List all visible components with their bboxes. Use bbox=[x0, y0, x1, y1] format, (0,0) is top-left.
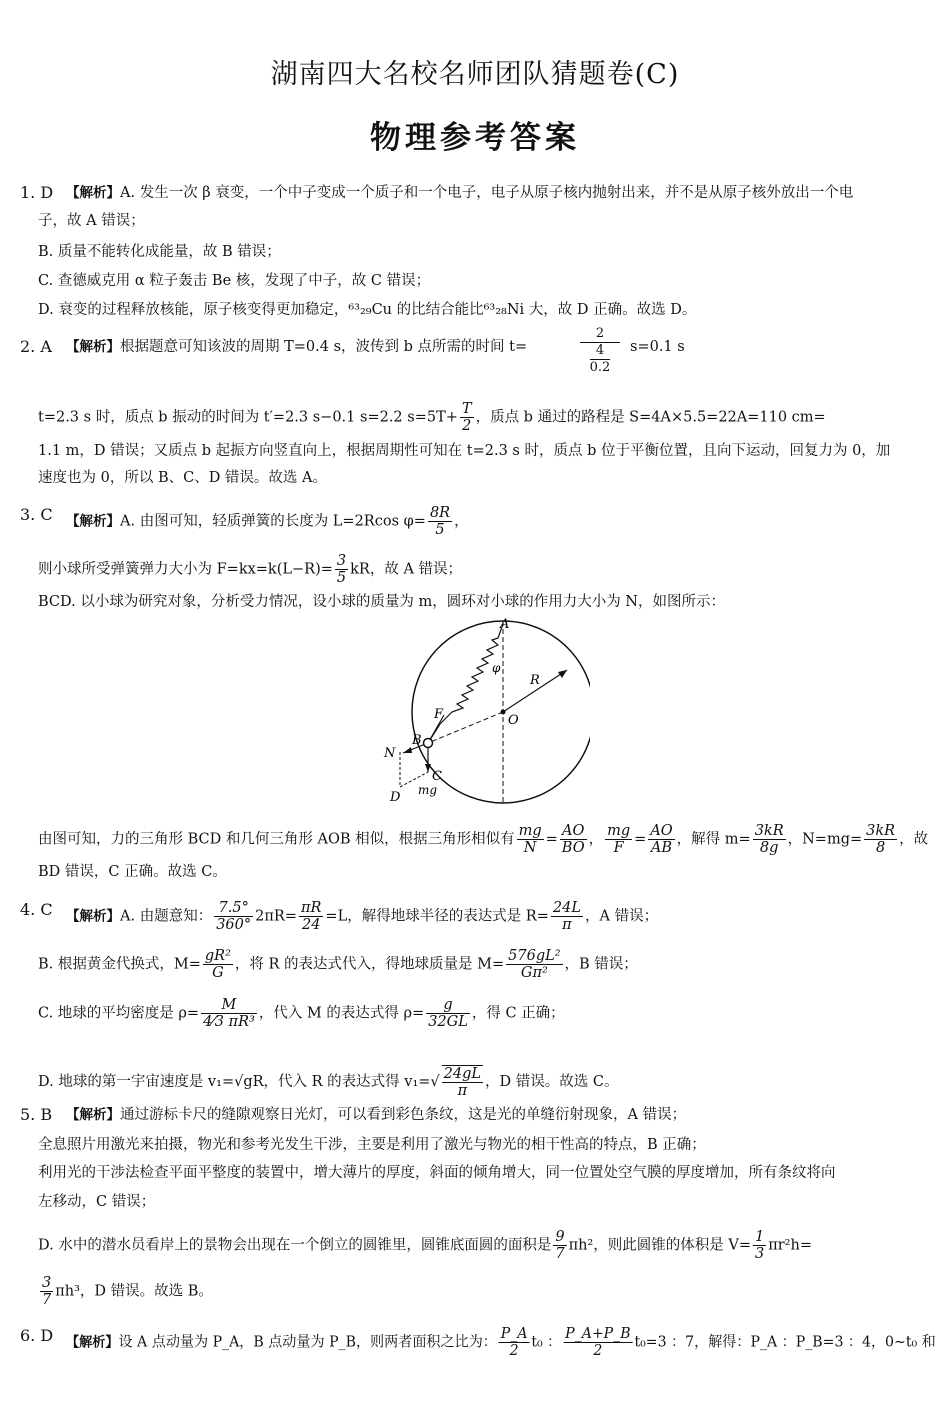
label-mg: mg bbox=[418, 783, 438, 797]
fraction: $\frac{mg}{F}$ bbox=[607, 823, 631, 856]
text-line: B. 根据黄金代换式，M= $\frac{\text{gR²}}{G}$ ，将 R 的表达式代入，得地球质量是 M= $\frac{\text{576gL²}}{\text{Gπ²}}$ ，B 错误； bbox=[38, 948, 638, 981]
fraction: $\frac{\pi R}{24}$ bbox=[300, 900, 322, 933]
text-line: 由图可知，力的三角形 BCD 和几何三角形 AOB 相似，根据三角形相似有 $\frac{mg}{N}$ = $\frac{AO}{BO}$ ， $\frac{mg}{F}$ = $\frac{AO}{AB}$ ，解得 m= $\frac{3kR}{8g}$ ，N=mg= $\frac{3kR}{8}$ ，故 bbox=[38, 823, 929, 856]
label-c: C bbox=[432, 769, 442, 784]
fraction: $\frac{8R}{5}$ bbox=[429, 505, 451, 538]
force-diagram bbox=[370, 612, 590, 812]
text-line: 利用光的干涉法检查平面平整度的装置中，增大薄片的厚度，斜面的倾角增大，同一位置处空气膜的厚度增加，所有条纹将向 bbox=[38, 1165, 836, 1181]
ball bbox=[424, 739, 433, 748]
center-dot bbox=[501, 710, 506, 715]
text-line: BD 错误，C 正确。故选 C。 bbox=[38, 864, 227, 880]
text-line: D. 地球的第一宇宙速度是 v₁=√gR，代入 R 的表达式得 v₁=√ $\frac{24gL}{\pi}$ ，D 错误。故选 C。 bbox=[38, 1066, 619, 1099]
text-line: 1.1 m，D 错误；又质点 b 起振方向竖直向上，根据周期性可知在 t=2.3 s 时，质点 b 位于平衡位置，且向下运动，回复力为 0，加 bbox=[38, 443, 891, 459]
fraction: $\frac{24gL}{\pi}$ bbox=[443, 1066, 482, 1099]
answer-number: 4. C bbox=[20, 900, 53, 919]
fraction: $\frac{T}{2}$ bbox=[461, 401, 472, 434]
text-line: 则小球所受弹簧弹力大小为 F=kx=k(L−R)= $\frac{3}{5}$ kR，故 A 错误； bbox=[38, 553, 463, 586]
text-line: t=2.3 s 时，质点 b 振动的时间为 t′=2.3 s−0.1 s=2.2 s=5T+ $\frac{T}{2}$ ，质点 b 通过的路程是 S=4A×5.5=22A=110 cm= bbox=[38, 401, 826, 434]
fraction: $\frac{M}{\text{4⁄3 πR³}}$ bbox=[203, 997, 255, 1030]
text-line: B. 质量不能转化成能量，故 B 错误； bbox=[38, 244, 281, 260]
fraction: $\frac{mg}{N}$ bbox=[518, 823, 542, 856]
text-line: 左移动，C 错误； bbox=[38, 1194, 156, 1210]
fraction: $\frac{3kR}{8g}$ bbox=[754, 823, 784, 856]
text-line: C. 地球的平均密度是 ρ= $\frac{M}{\text{4⁄3 πR³}}$ ，代入 M 的表达式得 ρ= $\frac{g}{32GL}$ ，得 C 正确； bbox=[38, 997, 565, 1030]
answer-number: 2. A bbox=[20, 337, 52, 356]
analysis-tag: 【解析】 bbox=[66, 339, 120, 355]
label-a: A bbox=[500, 617, 510, 632]
label-f: F bbox=[434, 707, 444, 722]
analysis-tag: 【解析】 bbox=[66, 1334, 119, 1351]
text-line: $\frac{3}{7}$ πh³，D 错误。故选 B。 bbox=[42, 1275, 213, 1308]
text-line: 子，故 A 错误； bbox=[38, 213, 145, 229]
analysis-tag: 【解析】 bbox=[66, 185, 120, 201]
fraction: $\frac{g}{32GL}$ bbox=[428, 997, 468, 1030]
text-line: s=0.1 s bbox=[630, 339, 685, 355]
analysis-line: 【解析】设 A 点动量为 P_A，B 点动量为 P_B，则两者面积之比为： $\frac{P\_A}{2}$ t₀ ： $\frac{P\_A+P\_B}{2}$ t₀=3 ：7，解得：P_A ：P_B=3 ：4，0∼t₀ 和 bbox=[66, 1326, 936, 1359]
fraction: $\frac{9}{7}$ bbox=[555, 1229, 565, 1262]
analysis-line: 【解析】根据题意可知该波的周期 T=0.4 s，波传到 b 点所需的时间 t= bbox=[66, 339, 528, 355]
fraction: $\frac{AO}{BO}$ bbox=[561, 823, 585, 856]
force-mg-arrowhead bbox=[425, 764, 431, 772]
label-r: R bbox=[530, 673, 540, 688]
analysis-line: 【解析】通过游标卡尺的缝隙观察日光灯，可以看到彩色条纹，这是光的单缝衍射现象，A 错误； bbox=[66, 1107, 687, 1123]
fraction: $\frac{3kR}{8}$ bbox=[866, 823, 896, 856]
fraction: $\frac{\text{gR²}}{G}$ bbox=[204, 948, 231, 981]
fraction: $\frac{1}{3}$ bbox=[754, 1229, 765, 1262]
answer-number: 6. D bbox=[20, 1326, 54, 1345]
label-d: D bbox=[390, 790, 401, 805]
text-line: D. 衰变的过程释放核能，原子核变得更加稳定，⁶³₂₉Cu 的比结合能比⁶³₂₈Ni 大，故 D 正确。故选 D。 bbox=[38, 302, 697, 318]
force-n-arrowhead bbox=[403, 747, 412, 753]
label-n: N bbox=[384, 746, 396, 761]
fraction: $\frac{7.5^\circ}{360^\circ}$ bbox=[216, 900, 252, 933]
label-o: O bbox=[508, 713, 519, 728]
fraction: $\frac{3}{7}$ bbox=[42, 1275, 52, 1308]
fraction: $\frac{3}{5}$ bbox=[336, 553, 347, 586]
label-b: B bbox=[412, 733, 422, 748]
label-phi: φ bbox=[492, 661, 501, 675]
fraction: $\frac{AO}{AB}$ bbox=[650, 823, 673, 856]
text-line: C. 查德威克用 α 粒子轰击 Be 核，发现了中子，故 C 错误； bbox=[38, 273, 431, 289]
page-title: 湖南四大名校名师团队猜题卷(C) bbox=[270, 59, 680, 90]
text-line: 全息照片用激光来拍摄，物光和参考光发生干涉，主要是利用了激光与物光的相干性高的特点，B 正确； bbox=[38, 1137, 706, 1153]
fraction: $\frac{P\_A}{2}$ bbox=[500, 1326, 528, 1359]
text-line: BCD. 以小球为研究对象，分析受力情况，设小球的质量为 m，圆环对小球的作用力大小为 N，如图所示： bbox=[38, 594, 725, 610]
fraction: $\frac{\text{576gL²}}{\text{Gπ²}}$ bbox=[508, 948, 561, 981]
fraction: $\frac{24L}{\pi}$ bbox=[552, 900, 581, 933]
analysis-line: 【解析】A. 由题意知： $\frac{7.5^\circ}{360^\circ}$ 2πR= $\frac{\pi R}{24}$ =L，解得地球半径的表达式是 R= $\frac{24L}{\pi}$ ，A 错误； bbox=[66, 900, 659, 933]
analysis-tag: 【解析】 bbox=[66, 908, 120, 925]
analysis-tag: 【解析】 bbox=[66, 513, 120, 530]
answer-number: 1. D bbox=[20, 183, 54, 202]
radius-arrowhead bbox=[558, 670, 567, 678]
text-line: 速度也为 0，所以 B、C、D 错误。故选 A。 bbox=[38, 470, 328, 486]
compound-fraction: 2 4 0.2 bbox=[580, 326, 620, 376]
answer-number: 3. C bbox=[20, 505, 53, 524]
page-subtitle: 物理参考答案 bbox=[370, 120, 580, 156]
analysis-tag: 【解析】 bbox=[66, 1107, 120, 1123]
analysis-line: 【解析】A. 发生一次 β 衰变，一个中子变成一个质子和一个电子，电子从原子核内抛射出来，并不是从原子核外放出一个电 bbox=[66, 185, 854, 201]
answer-number: 5. B bbox=[20, 1105, 53, 1124]
analysis-line: 【解析】A. 由图可知，轻质弹簧的长度为 L=2Rcos φ= $\frac{8R}{5}$ ， bbox=[66, 505, 469, 538]
text-line: D. 水中的潜水员看岸上的景物会出现在一个倒立的圆锥里，圆锥底面圆的面积是 $\frac{9}{7}$ πh²，则此圆锥的体积是 V= $\frac{1}{3}$ πr²h= bbox=[38, 1229, 812, 1262]
fraction: $\frac{P\_A+P\_B}{2}$ bbox=[565, 1326, 631, 1359]
